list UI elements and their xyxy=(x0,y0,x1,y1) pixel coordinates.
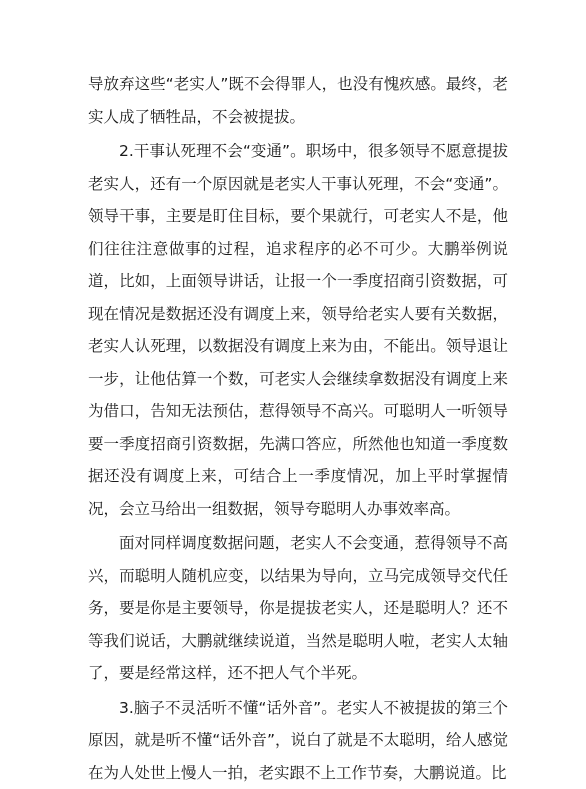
paragraph-3: 面对同样调度数据问题，老实人不会变通，惹得领导不高兴，而聪明人随机应变，以结果为导向，立马完成领导交代任务，要是你是主要领导，你是提拔老实人，还是聪明人？还不等我们说话，大鹏就继续说道，当然是聪明人啦，老实人太轴了，要是经常这样，还不把人气个半死。 xyxy=(88,527,508,690)
paragraph-1: 导放弃这些“老实人”既不会得罪人，也没有愧疚感。最终，老实人成了牺牲品，不会被提拔。 xyxy=(88,68,508,133)
paragraph-2: 2.干事认死理不会“变通”。职场中，很多领导不愿意提拔老实人，还有一个原因就是老实人干事认死理，不会“变通”。领导干事，主要是盯住目标，要个果就行，可老实人不是，他们往往注意做事的过程，追求程序的必不可少。大鹏举例说道，比如，上面领导讲话，让报一个一季度招商引资数据，可现在情况是数据还没有调度上来，领导给老实人要有关数据，老实人认死理，以数据没有调度上来为由，不能出。领导退让一步，让他估算一个数，可老实人会继续拿数据没有调度上来为借口，告知无法预估，惹得领导不高兴。可聪明人一听领导要一季度招商引资数据，先满口答应，所然他也知道一季度数据还没有调度上来，可结合上一季度情况，加上平时掌握情况，会立马给出一组数据，领导夸聪明人办事效率高。 xyxy=(88,135,508,525)
paragraph-4: 3.脑子不灵活听不懂“话外音”。老实人不被提拔的第三个原因，就是听不懂“话外音”，说白了就是不太聪明，给人感觉在为人处世上慢人一拍，老实跟不上工作节奏，大鹏说道。比 xyxy=(88,692,508,789)
article-body xyxy=(88,68,508,789)
